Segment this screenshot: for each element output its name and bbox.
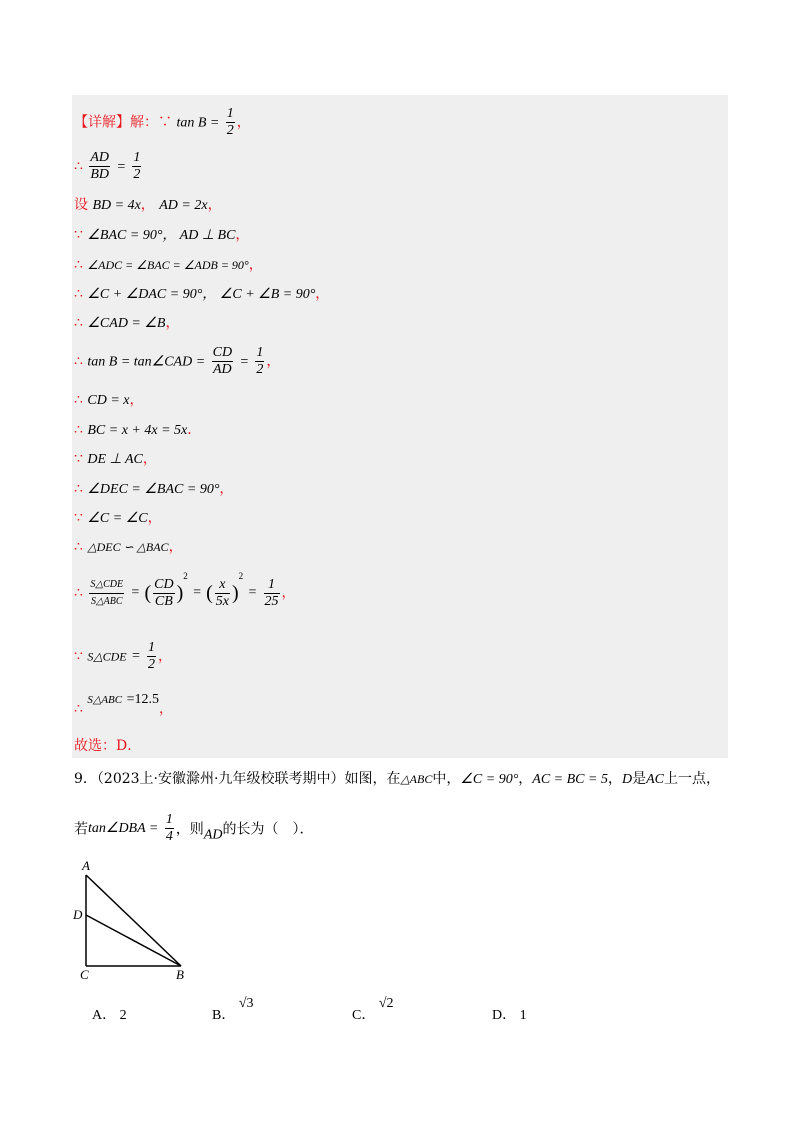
frac-den: 4 <box>165 829 173 844</box>
expr: ∠C + ∠DAC = 90°， ∠C + ∠B = 90° <box>87 287 316 302</box>
comma: ， <box>142 451 157 467</box>
expr: AD = 2x <box>159 198 208 213</box>
frac-num: 1 <box>165 812 173 827</box>
therefore-symbol: ∴ <box>74 158 83 175</box>
solution-line-15: ∴ $\frac{\text{S△CDE}}{\text{S△ABC}}$ = ( $\frac{CD}{CB}$ )$^2$ = ( $\frac{x}{5x}$ )$^2$ = $\frac{1}{25}$ ， <box>74 571 296 609</box>
frac-den: AD <box>213 362 232 377</box>
text: 是 <box>632 771 647 787</box>
frac-num: S△CDE <box>89 577 124 594</box>
fraction-half <box>255 345 264 378</box>
equals: = <box>116 159 126 175</box>
because-symbol: ∵ <box>74 510 83 526</box>
frac-den: 2 <box>226 123 234 138</box>
condition: AC = BC = 5 <box>532 772 608 787</box>
solution-heading: 【详解】 <box>74 114 130 131</box>
comma: ， <box>235 227 250 243</box>
therefore-symbol: ∴ <box>74 422 83 438</box>
label-d: D <box>73 907 83 922</box>
because-symbol: ∵ <box>74 451 83 467</box>
text: 中， <box>432 771 461 787</box>
expr: BD = 4x <box>92 198 141 213</box>
therefore-symbol: ∴ <box>74 315 83 331</box>
expr: ∠C = ∠C <box>87 511 148 526</box>
comma: ， <box>236 114 251 131</box>
therefore-symbol: ∴ <box>74 353 83 370</box>
therefore-symbol: ∴ <box>74 392 83 408</box>
option-c[interactable] <box>352 996 394 1024</box>
solution-line-1 <box>74 106 251 139</box>
solution-line-7 <box>74 316 179 331</box>
option-label: B． <box>212 1008 236 1023</box>
fraction-1-25 <box>264 577 280 610</box>
condition: ∠C = 90° <box>460 772 519 787</box>
solution-line-11 <box>74 452 157 467</box>
expr: ∠DEC = ∠BAC = 90° <box>87 482 220 497</box>
expr: BC = x + 4x = 5x <box>87 423 188 438</box>
text: ，则 <box>175 821 204 838</box>
label-a: A <box>82 858 90 873</box>
triangle-figure <box>70 855 200 985</box>
question-line-1: 9．（2023上·安徽滁州·九年级校联考期中）如图，在△ABC中，∠C = 90°，AC = BC = 5，D是AC上一点， <box>74 771 720 787</box>
expr: tan∠DBA = <box>88 821 159 836</box>
frac-den: 5x <box>215 593 229 609</box>
comma: ， <box>168 539 183 555</box>
option-a[interactable] <box>92 1004 127 1024</box>
frac-den: S△ABC <box>90 595 123 607</box>
segment-db-line <box>86 915 181 966</box>
solution-line-16: ∵ S△CDE = $\frac{1}{2}$ ， <box>74 640 172 672</box>
therefore-symbol: ∴ <box>74 286 83 302</box>
solution-line-8 <box>74 345 280 378</box>
solution-line-9 <box>74 393 143 408</box>
therefore-symbol: ∴ <box>74 481 83 497</box>
frac-num: AD <box>90 150 110 165</box>
comma: ， <box>207 197 222 213</box>
frac-num: 1 <box>264 577 280 594</box>
fraction-1-4 <box>165 812 174 845</box>
question-line-2 <box>74 812 313 845</box>
frac-den: 2 <box>147 657 155 672</box>
area-ratio-fraction <box>89 577 124 610</box>
comma: ， <box>266 353 281 370</box>
she-text: 设 <box>74 197 88 213</box>
frac-num: 1 <box>133 150 141 165</box>
because-symbol: ∵ <box>74 227 83 243</box>
frac-num: 1 <box>256 345 264 360</box>
equals: = <box>239 354 249 370</box>
label-b: B <box>176 967 184 982</box>
therefore-symbol: ∴ <box>74 585 83 601</box>
fraction-half <box>147 640 156 673</box>
answer-text: 故选：D． <box>74 738 142 754</box>
label-c: C <box>80 967 89 982</box>
segment-ac: AC <box>646 772 664 787</box>
text: 若 <box>74 821 88 838</box>
frac-num: CD <box>154 576 174 592</box>
solution-line-10 <box>74 423 201 438</box>
expr: DE ⊥ AC <box>87 452 143 467</box>
frac-num: 1 <box>226 106 234 121</box>
frac-den: 25 <box>264 593 279 609</box>
expr: ∠BAC = 90°， AD ⊥ BC <box>87 228 236 243</box>
text: 的长为（ ）． <box>222 821 314 838</box>
solution-line-3 <box>74 198 222 213</box>
frac-num: x <box>215 577 230 594</box>
therefore-symbol: ∴ <box>74 257 83 273</box>
solution-jie: 解： <box>130 114 158 131</box>
expr: S△CDE <box>87 649 127 664</box>
frac-den: 2 <box>256 362 264 377</box>
fraction-ad-bd <box>89 150 110 183</box>
because-symbol: ∵ <box>158 114 172 131</box>
expr: ∠CAD = ∠B <box>87 316 166 331</box>
therefore-symbol: ∴ <box>74 701 83 717</box>
expr: S△ABC <box>87 694 123 706</box>
text: 上一点， <box>664 771 720 787</box>
fraction-x-5x <box>215 577 230 610</box>
option-value: 2 <box>119 1008 127 1023</box>
solution-line-2 <box>74 150 143 183</box>
fraction-half <box>132 150 141 183</box>
expr: tan B = tan∠CAD = <box>87 354 206 370</box>
solution-line-14 <box>74 540 183 554</box>
because-symbol: ∵ <box>74 648 83 665</box>
option-value: √2 <box>378 996 394 1011</box>
option-label: A． <box>92 1008 117 1023</box>
comma: ， <box>248 257 263 273</box>
comma: ， <box>157 648 172 665</box>
value: =12.5 <box>126 692 159 707</box>
question-source: （2023上·安徽滁州·九年级校联考期中）如图，在 <box>96 771 401 787</box>
comma: ， <box>281 585 296 601</box>
triangle-label: △ABC <box>400 772 433 786</box>
frac-den: BD <box>90 167 110 182</box>
option-d[interactable] <box>492 1004 527 1024</box>
solution-answer <box>74 739 141 753</box>
question-number: 9． <box>74 771 97 787</box>
comma: ， <box>315 286 330 302</box>
option-value: √3 <box>238 996 254 1011</box>
frac-num: 1 <box>147 640 155 655</box>
segment-ab-line <box>86 875 181 966</box>
therefore-symbol: ∴ <box>74 539 83 555</box>
comma: ， <box>129 392 144 408</box>
comma: ， <box>165 315 180 331</box>
option-b[interactable] <box>212 996 254 1024</box>
expr: ∠ADC = ∠BAC = ∠ADB = 90° <box>87 258 249 272</box>
fraction-cd-cb <box>153 577 174 610</box>
exponent: 2 <box>238 571 244 581</box>
solution-line-17 <box>74 692 173 717</box>
segment-ad: AD <box>203 827 223 843</box>
comma: ， <box>140 197 155 213</box>
option-label: C． <box>352 1008 376 1023</box>
frac-den: CB <box>154 593 173 609</box>
solution-line-6 <box>74 287 329 302</box>
frac-num: CD <box>212 345 233 360</box>
option-value: 1 <box>519 1008 527 1023</box>
period: ． <box>187 422 202 438</box>
solution-line-5 <box>74 258 263 272</box>
solution-line-12 <box>74 482 233 497</box>
tan-b-expr: tan B = <box>176 115 220 131</box>
point-d: D <box>621 772 633 787</box>
option-label: D． <box>492 1008 517 1023</box>
frac-den: 2 <box>133 167 141 182</box>
solution-line-4 <box>74 228 249 243</box>
fraction-half <box>226 106 235 139</box>
expr: CD = x <box>87 393 130 408</box>
expr: △DEC ∽ △BAC <box>87 540 169 554</box>
fraction-cd-ad <box>212 345 233 378</box>
comma: ， <box>158 701 173 717</box>
comma: ， <box>147 510 162 526</box>
solution-line-13 <box>74 511 162 526</box>
exponent: 2 <box>183 571 188 581</box>
comma: ， <box>219 481 234 497</box>
